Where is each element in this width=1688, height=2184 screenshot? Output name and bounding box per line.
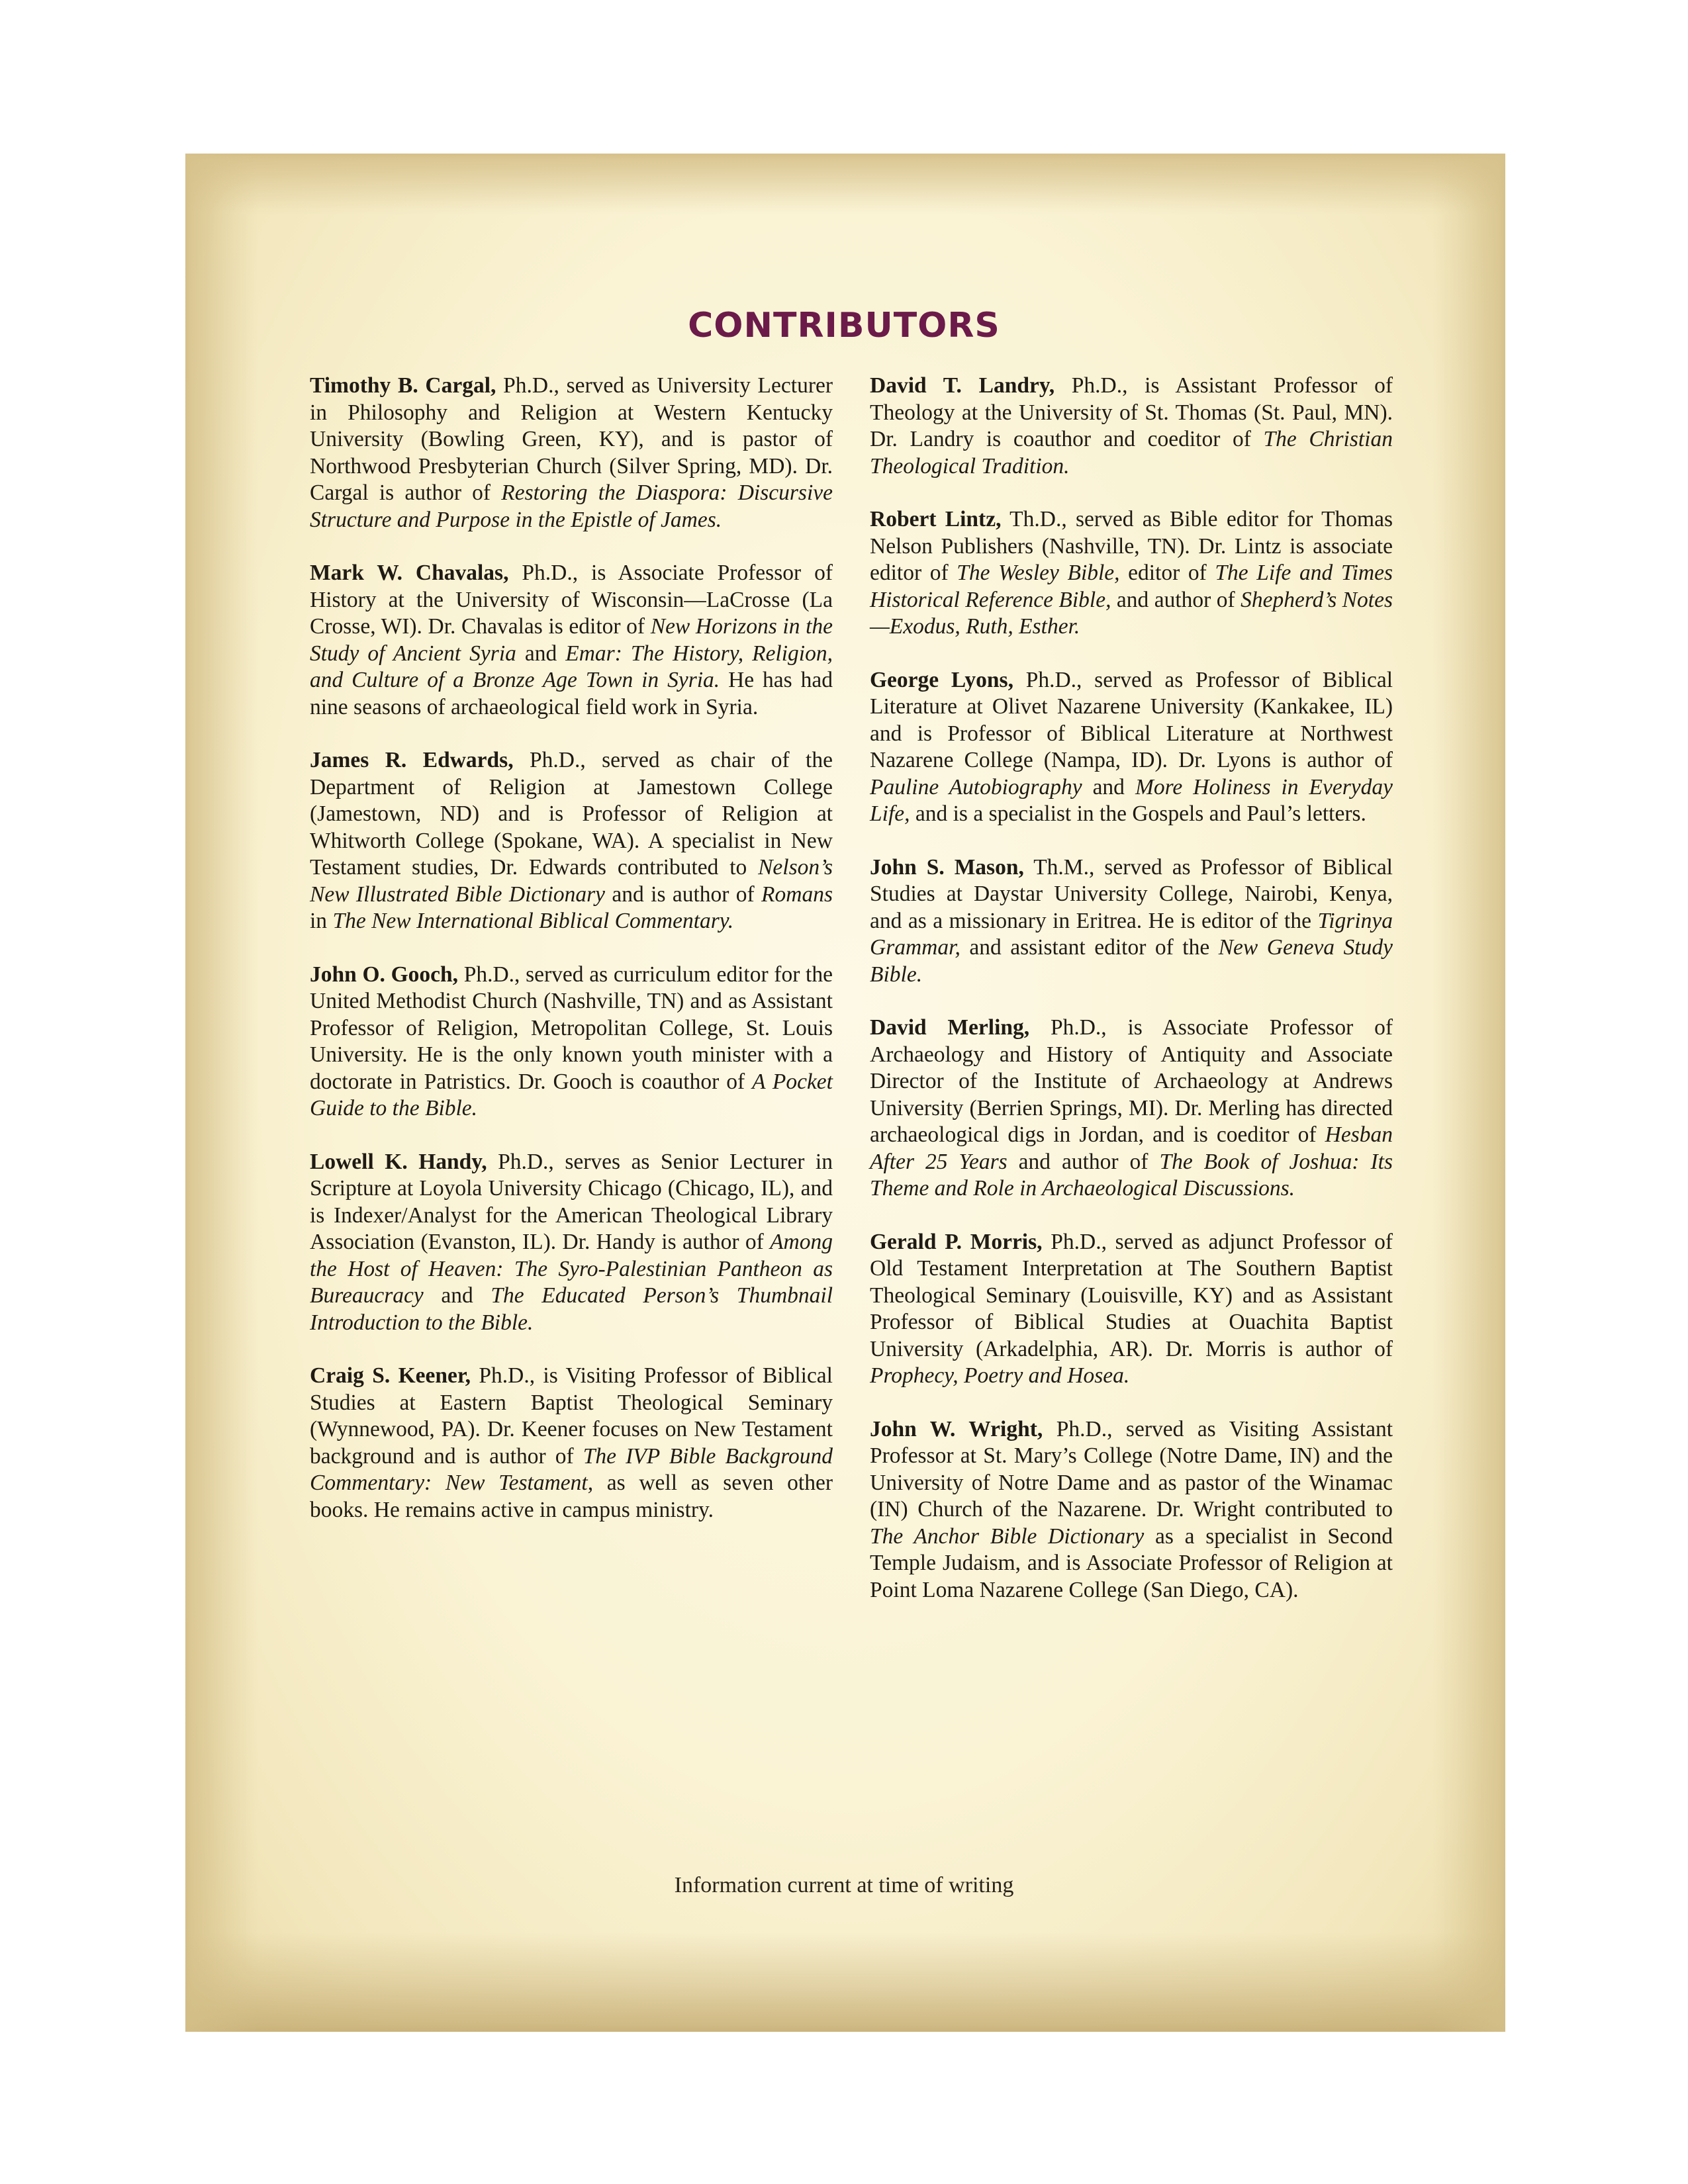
contributor-name: Timothy B. Cargal, — [310, 373, 496, 398]
contributor-work: New Geneva Study Bible. — [870, 935, 1393, 987]
contributor-entry — [870, 854, 1393, 989]
parchment-edge-right — [1432, 154, 1505, 2032]
contributor-bio: Ph.D., served as chair of the Department of Religion at Jamestown College (Jamestown, ND) and is Professor of Religion at Whitworth College (Spokane, WA). A specialist in New Testament studies, Dr. Edwards contributed to — [310, 748, 833, 880]
contributor-work: Prophecy, Poetry and Hosea. — [870, 1363, 1130, 1388]
contributor-bio: Th.M., served as Professor of Biblical Studies at Daystar University College, Nairobi, Kenya, and as a missionary in Eritrea. He is editor of the — [870, 854, 1393, 933]
contributor-bio: Ph.D., is Visiting Professor of Biblical Studies at Eastern Baptist Theological Seminary (Wynnewood, PA). Dr. Keener focuses on New Testament background and is author of — [310, 1363, 833, 1469]
contributor-entry — [310, 747, 833, 935]
contributor-entry — [310, 1149, 833, 1337]
contributor-bio: Ph.D., served as University Lecturer in Philosophy and Religion at Western Kentucky University (Bowling Green, KY), and is pastor of Northwood Presbyterian Church (Silver Spring, MD). Dr. Cargal is author of — [310, 373, 833, 505]
contributor-entry — [310, 373, 833, 533]
contributor-bio: Ph.D., serves as Senior Lecturer in Scripture at Loyola University Chicago (Chicago, IL), and is Indexer/Analyst for the American Theological Library Association (Evanston, IL). Dr. Handy is author of — [310, 1149, 833, 1254]
contributor-work: A Pocket Guide to the Bible. — [310, 1069, 833, 1120]
contributor-work: New Horizons in the Study of Ancient Syria — [310, 614, 833, 666]
contributor-name: James R. Edwards, — [310, 748, 514, 772]
page-title: CONTRIBUTORS — [688, 306, 1000, 345]
contributor-work: The Christian Theological Tradition. — [870, 427, 1393, 478]
contributor-bio-mid: and author of — [1007, 1149, 1160, 1174]
contributor-work: Among the Host of Heaven: The Syro-Palestinian Pantheon as Bureaucracy — [310, 1230, 833, 1308]
contributor-entry — [870, 1229, 1393, 1390]
contributor-entry — [870, 373, 1393, 480]
contributor-bio-tail: as a specialist in Second Temple Judaism, and is Associate Professor of Religion at Point Loma Nazarene College (San Diego, CA). — [870, 1524, 1393, 1602]
parchment-edge-left — [185, 154, 258, 2032]
contributor-bio: Ph.D., is Associate Professor of Archaeology and History of Antiquity and Associate Director of the Institute of Archaeology at Andrews University (Berrien Springs, MI). Dr. Merling has directed archaeological digs in Jordan, and is coeditor of — [870, 1015, 1393, 1147]
contributor-work: Shepherd’s Notes—Exodus, Ruth, Esther. — [870, 587, 1393, 639]
contributor-work: Nelson’s New Illustrated Bible Dictionary — [310, 855, 833, 907]
contributor-entry — [310, 1363, 833, 1524]
contributor-entry — [310, 962, 833, 1122]
contributor-bio: Ph.D., served as adjunct Professor of Old Testament Interpretation at The Southern Baptist Theological Seminary (Louisville, KY) and as Assistant Professor of Biblical Studies at Ouachita Baptist University (Arkadelphia, AR). Dr. Morris is author of — [870, 1229, 1393, 1361]
contributor-bio-mid: editor of — [1119, 561, 1215, 585]
page-footer-note: Information current at time of writing — [674, 1873, 1014, 1897]
contributor-work: The Life and Times Historical Reference Bible, — [870, 561, 1393, 612]
contributor-entry — [870, 1015, 1393, 1203]
contributor-bio-mid: in — [310, 909, 333, 933]
contributor-bio: Ph.D., is Associate Professor of History at the University of Wisconsin—LaCrosse (La Crosse, WI). Dr. Chavalas is editor of — [310, 561, 833, 639]
parchment-edge-top — [185, 154, 1505, 213]
contributor-work: Hesban After 25 Years — [870, 1122, 1393, 1174]
contributor-bio-mid: and is author of — [605, 882, 762, 907]
contributor-name: John O. Gooch, — [310, 962, 459, 987]
contributor-bio-mid: and — [1082, 774, 1135, 799]
contributor-entry — [870, 667, 1393, 828]
contributor-work: Emar: The History, Religion, and Culture of a Bronze Age Town in Syria. — [310, 641, 833, 692]
contributor-name: Craig S. Keener, — [310, 1363, 471, 1388]
contributor-bio-mid: and assistant editor of the — [960, 935, 1219, 960]
contributor-work: Restoring the Diaspora: Discursive Structure and Purpose in the Epistle of James. — [310, 480, 833, 532]
contributor-work: More Holiness in Everyday Life, — [870, 774, 1393, 826]
contributor-bio-tail: as well as seven other books. He remains active in campus ministry. — [310, 1471, 833, 1522]
contributor-bio: Ph.D., served as Visiting Assistant Professor at St. Mary’s College (Notre Dame, IN) and the University of Notre Dame and as pastor of the Winamac (IN) Church of the Nazarene. Dr. Wright contributed to — [870, 1416, 1393, 1522]
contributor-entry — [310, 560, 833, 721]
contributor-work: Pauline Autobiography — [870, 774, 1082, 799]
contributors-column-left — [310, 373, 833, 1550]
contributor-name: Gerald P. Morris, — [870, 1229, 1043, 1254]
contributor-bio: Th.D., served as Bible editor for Thomas Nelson Publishers (Nashville, TN). Dr. Lintz is associate editor of — [870, 507, 1393, 585]
contributor-work: The Educated Person’s Thumbnail Introduction to the Bible. — [310, 1283, 833, 1335]
contributor-work: The Anchor Bible Dictionary — [870, 1524, 1145, 1549]
contributor-bio: Ph.D., served as Professor of Biblical Literature at Olivet Nazarene University (Kankakee, IL) and is Professor of Biblical Literature at Northwest Nazarene College (Nampa, ID). Dr. Lyons is author of — [870, 667, 1393, 772]
contributor-work: The Wesley Bible, — [957, 561, 1120, 585]
contributor-bio-mid: and — [516, 641, 566, 666]
contributor-entry — [870, 1416, 1393, 1604]
contributor-name: David T. Landry, — [870, 373, 1055, 398]
contributor-bio-tail: He has had nine seasons of archaeological field work in Syria. — [310, 668, 833, 719]
contributor-bio-mid: and author of — [1111, 587, 1241, 612]
parchment-edge-bottom — [185, 1933, 1505, 2032]
contributors-column-right — [870, 373, 1393, 1630]
contributor-name: Lowell K. Handy, — [310, 1149, 487, 1174]
contributor-name: David Merling, — [870, 1015, 1030, 1040]
contributor-work: Tigrinya Grammar, — [870, 908, 1393, 960]
contributor-name: George Lyons, — [870, 667, 1013, 692]
contributor-work: The Book of Joshua: Its Theme and Role in Archaeological Discussions. — [870, 1149, 1393, 1201]
contributor-bio-mid: and — [423, 1283, 491, 1308]
contributor-work: Romans — [761, 882, 833, 907]
contributor-name: John S. Mason, — [870, 854, 1024, 880]
contributor-bio: Ph.D., is Assistant Professor of Theology at the University of St. Thomas (St. Paul, MN). Dr. Landry is coauthor and coeditor of — [870, 373, 1393, 451]
contributor-work: The IVP Bible Background Commentary: New Testament, — [310, 1443, 833, 1495]
contributor-name: John W. Wright, — [870, 1416, 1043, 1441]
contributor-work: The New International Biblical Commentary. — [332, 909, 734, 933]
contributor-name: Mark W. Chavalas, — [310, 561, 509, 585]
contributor-name: Robert Lintz, — [870, 507, 1002, 531]
contributor-bio-tail: and is a specialist in the Gospels and Paul’s letters. — [910, 801, 1366, 826]
contributor-entry — [870, 506, 1393, 641]
contributor-bio: Ph.D., served as curriculum editor for the United Methodist Church (Nashville, TN) and as Assistant Professor of Religion, Metropolitan College, St. Louis University. He is the only known youth minister with a doctorate in Patristics. Dr. Gooch is coauthor of — [310, 962, 833, 1094]
